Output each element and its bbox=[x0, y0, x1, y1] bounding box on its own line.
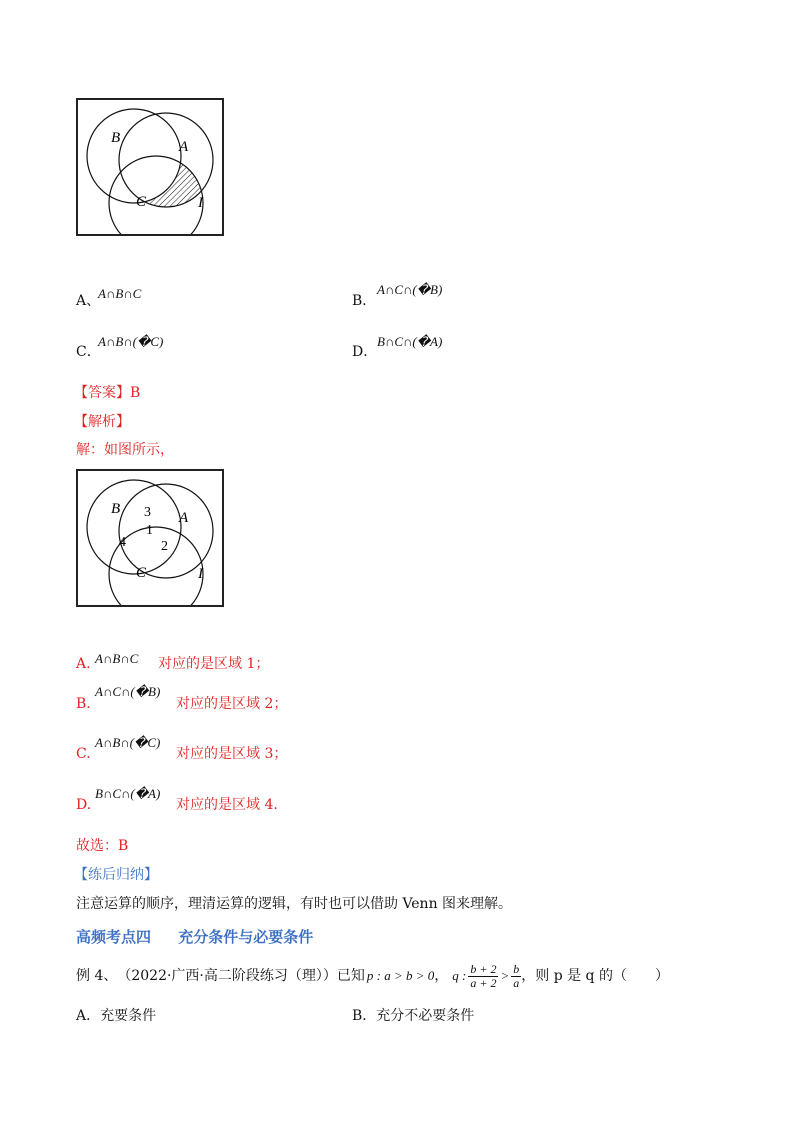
explanation-d-letter: D. bbox=[76, 797, 92, 813]
example-4-question bbox=[76, 962, 669, 990]
summary-text: 注意运算的顺序，理清运算的逻辑，有时也可以借助 Venn 图来理解。 bbox=[76, 896, 513, 912]
circle-b bbox=[87, 480, 181, 574]
summary-title: 【练后归纳】 bbox=[74, 867, 158, 883]
venn-diagram-svg bbox=[78, 100, 222, 234]
solution-intro: 解：如图所示， bbox=[76, 442, 174, 458]
answer-label: 【答案】B bbox=[74, 385, 141, 401]
option-b-expr: A∩C∩(�B) bbox=[377, 282, 443, 297]
explanation-a-text: 对应的是区域 1； bbox=[158, 656, 270, 672]
venn-diagram-question bbox=[76, 98, 224, 236]
label-i: I bbox=[198, 195, 203, 211]
example-4-option-a: A．充要条件 bbox=[76, 1008, 157, 1024]
example-4-suffix: ，则 p 是 q 的（ ） bbox=[521, 968, 669, 984]
condition-p: p : a > b > 0 bbox=[366, 968, 435, 983]
option-b bbox=[352, 292, 376, 310]
analysis-title: 【解析】 bbox=[74, 414, 130, 430]
label-b: B bbox=[111, 130, 121, 146]
label-a: A bbox=[179, 139, 189, 155]
conclusion: 故选：B bbox=[76, 838, 129, 854]
option-d bbox=[352, 343, 377, 361]
label-c: C bbox=[136, 565, 147, 581]
option-a-letter: A、 bbox=[76, 293, 101, 309]
explanation-a-expr: A∩B∩C bbox=[95, 651, 139, 666]
condition-q-label: q : bbox=[452, 968, 467, 983]
fraction-left-denominator: a + 2 bbox=[470, 975, 497, 990]
example-4-option-b: B．充分不必要条件 bbox=[352, 1008, 475, 1024]
fraction-left bbox=[468, 963, 498, 990]
section-number: 高频考点四 bbox=[76, 928, 152, 946]
shaded-region bbox=[78, 100, 222, 234]
region-3-label: 3 bbox=[144, 505, 151, 520]
venn-diagram-solution bbox=[76, 469, 224, 607]
venn-diagram-solution-svg bbox=[78, 471, 222, 605]
explanation-d-text: 对应的是区域 4. bbox=[176, 797, 278, 813]
label-c: C bbox=[136, 194, 147, 210]
region-1-label: 1 bbox=[146, 523, 153, 538]
section-heading bbox=[76, 926, 313, 947]
explanation-c-expr: A∩B∩(�C) bbox=[95, 735, 161, 750]
region-2-label: 2 bbox=[161, 539, 168, 554]
explanation-c-text: 对应的是区域 3； bbox=[176, 746, 288, 762]
explanation-a-letter: A. bbox=[76, 656, 91, 672]
option-c bbox=[76, 343, 101, 361]
option-a-expr: A∩B∩C bbox=[98, 286, 142, 301]
option-b-letter: B． bbox=[352, 293, 377, 309]
comma: ， bbox=[434, 968, 449, 984]
explanation-b-text: 对应的是区域 2； bbox=[176, 696, 288, 712]
region-4-label: 4 bbox=[119, 535, 126, 550]
option-c-letter: C． bbox=[76, 344, 101, 360]
example-4-prefix: 例 4、 （2022·广西·高二阶段练习（理））已知 bbox=[76, 968, 365, 984]
explanation-b-letter: B. bbox=[76, 696, 91, 712]
greater-than: > bbox=[500, 968, 510, 983]
explanation-d-expr: B∩C∩(�A) bbox=[95, 786, 161, 801]
option-c-expr: A∩B∩(�C) bbox=[98, 334, 164, 349]
fraction-right bbox=[511, 963, 521, 990]
fraction-right-denominator: a bbox=[513, 975, 520, 990]
label-a: A bbox=[179, 510, 189, 526]
fraction-right-numerator: b bbox=[513, 961, 520, 976]
explanation-c-letter: C. bbox=[76, 746, 91, 762]
circle-a bbox=[119, 484, 213, 578]
explanation-b-expr: A∩C∩(�B) bbox=[95, 684, 161, 699]
option-d-expr: B∩C∩(�A) bbox=[377, 334, 443, 349]
label-b: B bbox=[111, 501, 121, 517]
fraction-left-numerator: b + 2 bbox=[470, 961, 497, 976]
option-d-letter: D． bbox=[352, 344, 378, 360]
section-title: 充分条件与必要条件 bbox=[178, 928, 314, 946]
label-i: I bbox=[198, 566, 203, 582]
option-a bbox=[76, 292, 100, 310]
